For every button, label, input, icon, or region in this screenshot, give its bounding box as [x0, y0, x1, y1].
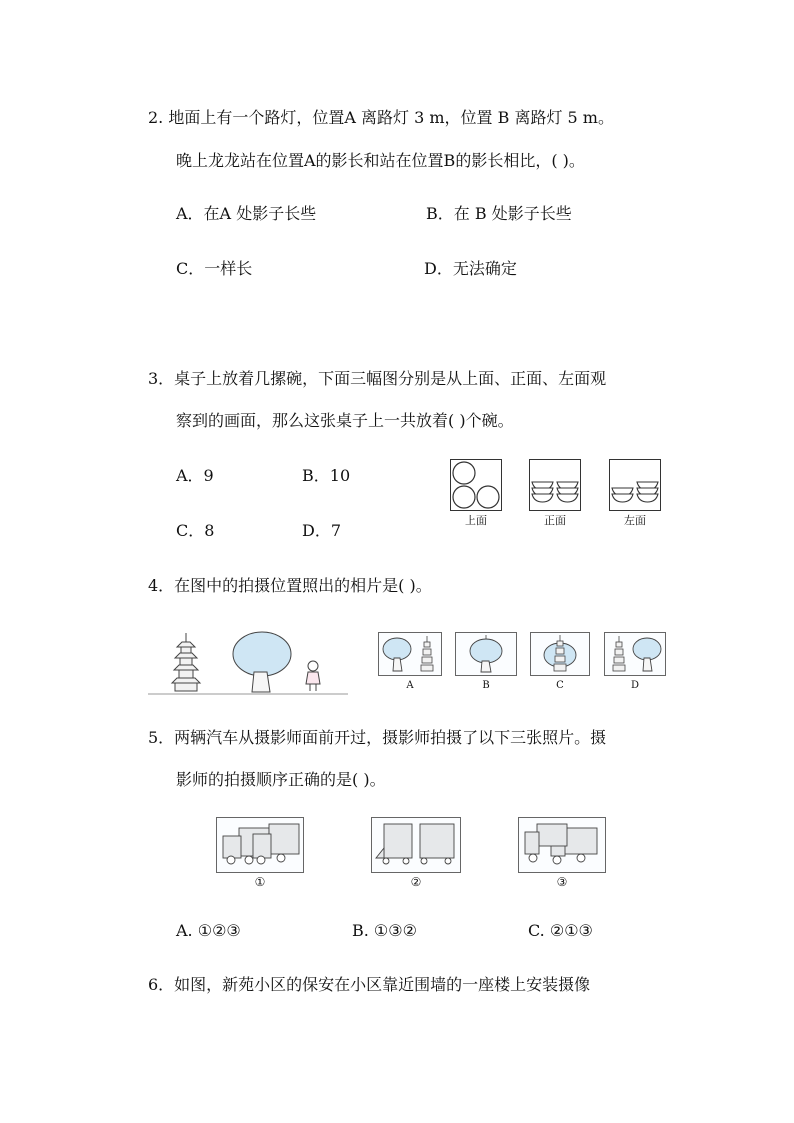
truck-photo-2[interactable]: [371, 817, 461, 873]
q3-option-a[interactable]: A．9: [176, 466, 214, 485]
photo-label-c: C: [556, 680, 564, 691]
pagoda-icon: [172, 633, 200, 691]
photo-d[interactable]: [604, 632, 666, 676]
girl-icon: [306, 661, 320, 691]
truck-photo-label-3: ③: [556, 875, 568, 889]
photo-label-b: B: [482, 680, 490, 691]
bowls-front-view: [529, 459, 581, 511]
q5-option-c[interactable]: C. ②①③: [528, 921, 593, 940]
q6-stem-line1: 6．如图，新苑小区的保安在小区靠近围墙的一座楼上安装摄像: [148, 975, 591, 994]
bowls-top-view: [450, 459, 502, 511]
photo-b[interactable]: [455, 632, 517, 676]
q5-stem-line2: 影师的拍摄顺序正确的是( )。: [176, 770, 386, 789]
q3-stem-line1: 3．桌子上放着几摞碗，下面三幅图分别是从上面、正面、左面观: [148, 369, 607, 388]
q3-option-b[interactable]: B．10: [302, 466, 351, 485]
truck-photo-1[interactable]: [216, 817, 304, 873]
q3-option-d[interactable]: D．7: [302, 521, 342, 540]
view-label-top: 上面: [465, 514, 487, 527]
q3-option-c[interactable]: C．8: [176, 521, 215, 540]
photo-label-d: D: [630, 680, 640, 691]
view-label-front: 正面: [544, 514, 566, 527]
bowls-left-view: [609, 459, 661, 511]
q2-option-b[interactable]: B．在 B 处影子长些: [426, 204, 572, 223]
truck-photo-3[interactable]: [518, 817, 606, 873]
view-label-left: 左面: [624, 514, 646, 527]
q2-option-a[interactable]: A．在A 处影子长些: [176, 204, 317, 223]
q5-option-a[interactable]: A. ①②③: [176, 921, 241, 940]
q2-option-d[interactable]: D．无法确定: [424, 259, 517, 278]
q2-stem-line1: 2. 地面上有一个路灯，位置A 离路灯 3 m，位置 B 离路灯 5 m。: [148, 108, 614, 127]
q2-option-c[interactable]: C．一样长: [176, 259, 253, 278]
q5-option-b[interactable]: B. ①③②: [352, 921, 417, 940]
q4-scene: [148, 628, 348, 698]
tree-icon: [233, 632, 291, 692]
photo-label-a: A: [406, 680, 414, 691]
q5-stem-line1: 5．两辆汽车从摄影师面前开过，摄影师拍摄了以下三张照片。摄: [148, 728, 607, 747]
q4-stem-line1: 4．在图中的拍摄位置照出的相片是( )。: [148, 576, 432, 595]
q2-stem-line2: 晚上龙龙站在位置A的影长和站在位置B的影长相比，( )。: [176, 151, 585, 170]
truck-photo-label-1: ①: [254, 875, 266, 889]
photo-a[interactable]: [378, 632, 442, 676]
photo-c[interactable]: [530, 632, 590, 676]
q3-stem-line2: 察到的画面，那么这张桌子上一共放着( )个碗。: [176, 411, 514, 430]
truck-photo-label-2: ②: [410, 875, 422, 889]
